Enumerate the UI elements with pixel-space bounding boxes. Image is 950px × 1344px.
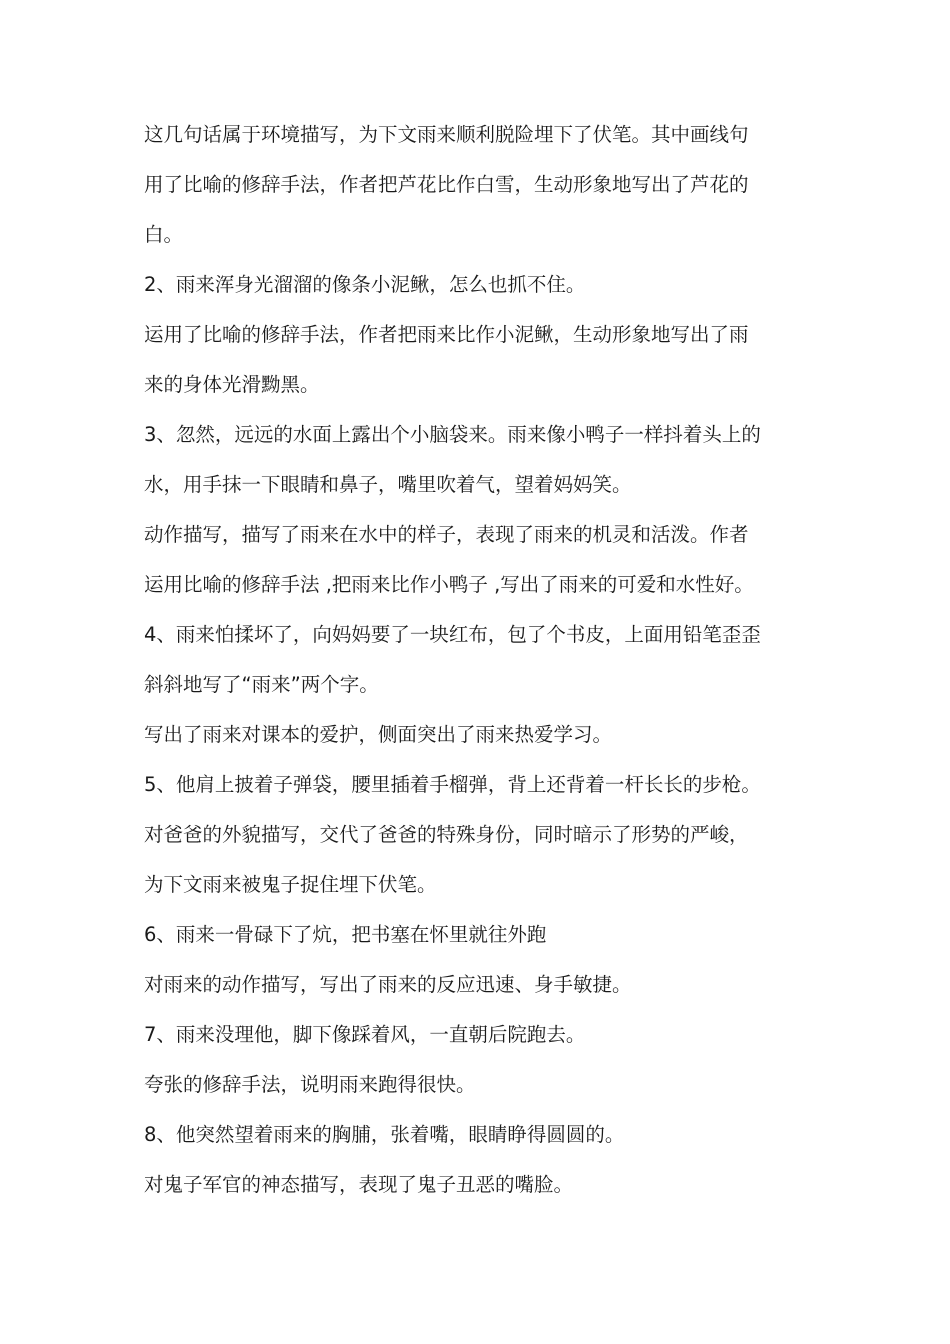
text-line-7: 3、忽然，远远的水面上露出个小脑袋来。雨来像小鸭子一样抖着头上的 xyxy=(144,423,761,446)
text-line-4: 2、雨来浑身光溜溜的像条小泥鳅，怎么也抓不住。 xyxy=(144,273,586,296)
text-line-1: 这几句话属于环境描写，为下文雨来顺利脱险埋下了伏笔。其中画线句 xyxy=(144,123,749,146)
text-line-9: 动作描写，描写了雨来在水中的样子，表现了雨来的机灵和活泼。作者 xyxy=(144,523,749,546)
text-line-22: 对鬼子军官的神态描写，表现了鬼子丑恶的嘴脸。 xyxy=(144,1173,574,1196)
text-line-13: 写出了雨来对课本的爱护，侧面突出了雨来热爱学习。 xyxy=(144,723,613,746)
text-line-5: 运用了比喻的修辞手法，作者把雨来比作小泥鳅，生动形象地写出了雨 xyxy=(144,323,749,346)
text-line-3: 白。 xyxy=(144,223,184,246)
document-body xyxy=(144,110,814,1210)
text-line-10: 运用比喻的修辞手法 ,把雨来比作小鸭子 ,写出了雨来的可爱和水性好。 xyxy=(144,573,754,596)
text-line-2: 用了比喻的修辞手法，作者把芦花比作白雪，生动形象地写出了芦花的 xyxy=(144,173,749,196)
text-line-16: 为下文雨来被鬼子捉住埋下伏笔。 xyxy=(144,873,437,896)
text-line-21: 8、他突然望着雨来的胸脯，张着嘴，眼睛睁得圆圆的。 xyxy=(144,1123,625,1146)
text-line-11: 4、雨来怕揉坏了，向妈妈要了一块红布，包了个书皮，上面用铅笔歪歪 xyxy=(144,623,761,646)
text-line-6: 来的身体光滑黝黑。 xyxy=(144,373,320,396)
text-line-18: 对雨来的动作描写，写出了雨来的反应迅速、身手敏捷。 xyxy=(144,973,632,996)
text-line-19: 7、雨来没理他，脚下像踩着风，一直朝后院跑去。 xyxy=(144,1023,586,1046)
text-line-14: 5、他肩上披着子弹袋，腰里插着手榴弹，背上还背着一杆长长的步枪。 xyxy=(144,773,761,796)
text-line-20: 夸张的修辞手法，说明雨来跑得很快。 xyxy=(144,1073,476,1096)
text-line-17: 6、雨来一骨碌下了炕，把书塞在怀里就往外跑 xyxy=(144,923,547,946)
text-line-15: 对爸爸的外貌描写，交代了爸爸的特殊身份，同时暗示了形势的严峻， xyxy=(144,823,749,846)
text-line-8: 水，用手抹一下眼睛和鼻子，嘴里吹着气，望着妈妈笑。 xyxy=(144,473,632,496)
text-line-12: 斜斜地写了“雨来”两个字。 xyxy=(144,673,379,696)
